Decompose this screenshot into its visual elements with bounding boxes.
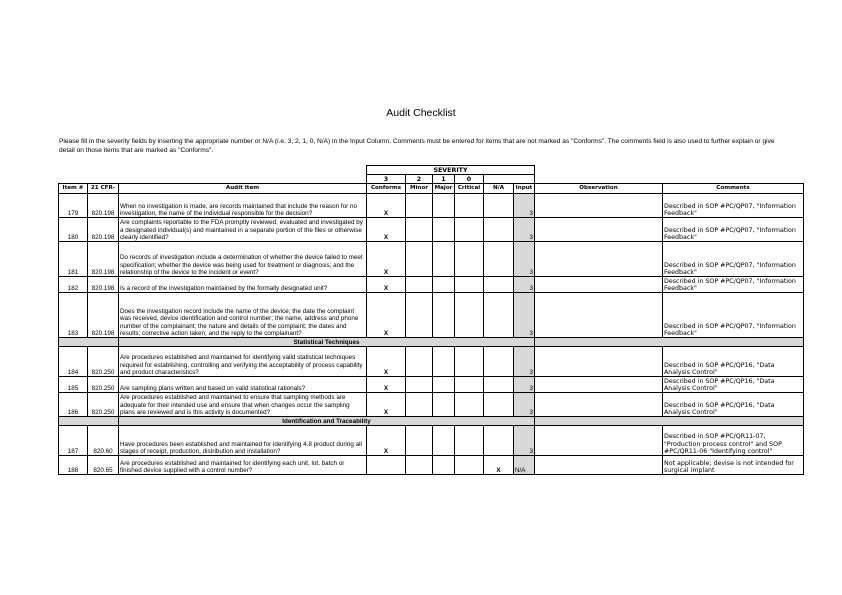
header-item: Item # <box>59 184 88 194</box>
audit-item-text: Are complaints reportable to the FDA promptly reviewed, evaluated and investigated by a designated individual(s) and maintained in a separate portion of the files or otherwise clearly identified? <box>119 218 367 242</box>
header-input: Input <box>514 184 535 194</box>
input-cell: 3 <box>514 393 535 417</box>
table-row <box>59 242 804 277</box>
table-row <box>59 277 804 293</box>
severity-level-0: 0 <box>455 175 484 184</box>
comment-cell: Described in SOP #PC/QP16, "Data Analysis Control" <box>663 347 804 377</box>
na-cell: X <box>484 456 514 475</box>
critical-cell <box>455 377 484 393</box>
severity-level-1: 1 <box>433 175 455 184</box>
cfr-cell: 820.198 <box>88 218 119 242</box>
na-cell <box>484 377 514 393</box>
minor-cell <box>406 218 433 242</box>
audit-item-text: Is a record of the investigation maintained by the formally designated unit? <box>119 277 367 293</box>
minor-cell <box>406 242 433 277</box>
input-cell: 3 <box>514 347 535 377</box>
item-number-cell: 187 <box>59 426 88 456</box>
audit-item-text: Do records of investigation include a determination of whether the device failed to meet specification; whether the device was being used for treatment or diagnosis; and the relationship of the device to the incident or event? <box>119 242 367 277</box>
critical-cell <box>455 347 484 377</box>
minor-cell <box>406 293 433 338</box>
minor-cell <box>406 194 433 218</box>
comment-cell: Described in SOP #PC/QP16, "Data Analysis Control" <box>663 393 804 417</box>
cfr-cell: 820.198 <box>88 293 119 338</box>
observation-cell <box>535 426 663 456</box>
page-title: Audit Checklist <box>386 107 456 119</box>
conforms-cell: X <box>367 426 406 456</box>
header-na: N/A <box>484 184 514 194</box>
na-cell <box>484 194 514 218</box>
cfr-cell: 820.250 <box>88 393 119 417</box>
input-cell: 3 <box>514 293 535 338</box>
audit-item-text: Have procedures been established and maintained for identifying 4.8 product during all stages of receipt, production, distribution and installation? <box>119 426 367 456</box>
observation-cell <box>535 218 663 242</box>
minor-cell <box>406 456 433 475</box>
table-row <box>59 456 804 475</box>
observation-cell <box>535 377 663 393</box>
observation-cell <box>535 242 663 277</box>
audit-checklist-table <box>58 165 804 475</box>
input-cell: 3 <box>514 242 535 277</box>
comment-cell: Described in SOP #PC/QP07, "Information Feedback" <box>663 218 804 242</box>
observation-cell <box>535 194 663 218</box>
cfr-cell: 820.60 <box>88 426 119 456</box>
critical-cell <box>455 393 484 417</box>
na-cell <box>484 218 514 242</box>
table-row <box>59 194 804 218</box>
cfr-cell: 820.65 <box>88 456 119 475</box>
critical-cell <box>455 242 484 277</box>
observation-cell <box>535 293 663 338</box>
cfr-cell: 820.250 <box>88 377 119 393</box>
severity-level-2: 2 <box>406 175 433 184</box>
severity-level-blank <box>484 175 535 184</box>
minor-cell <box>406 347 433 377</box>
major-cell <box>433 377 455 393</box>
header-observation: Observation <box>535 184 663 194</box>
na-cell <box>484 277 514 293</box>
severity-level-3: 3 <box>367 175 406 184</box>
conforms-cell: X <box>367 194 406 218</box>
conforms-cell: X <box>367 347 406 377</box>
item-number-cell: 179 <box>59 194 88 218</box>
na-cell <box>484 393 514 417</box>
audit-item-text: Are procedures established and maintained to ensure that sampling methods are adequate for their intended use and ensure that when changes occur the sampling plans are reviewed and is this activity is documented? <box>119 393 367 417</box>
minor-cell <box>406 426 433 456</box>
section-spacer <box>535 417 804 426</box>
comment-cell: Described in SOP #PC/QP16, "Data Analysis Control" <box>663 377 804 393</box>
major-cell <box>433 277 455 293</box>
audit-item-text: Are sampling plans written and based on valid statistical rationals? <box>119 377 367 393</box>
input-cell: 3 <box>514 218 535 242</box>
comment-cell: Not applicable; devise is not intended for surgical implant <box>663 456 804 475</box>
critical-cell <box>455 194 484 218</box>
comment-cell: Described in SOP #PC/QP07, "Information Feedback" <box>663 194 804 218</box>
input-cell: 3 <box>514 377 535 393</box>
comment-cell: Described in SOP #PC/QR11-07, "Production process control" and SOP #PC/QR11-06 "Identifying control" <box>663 426 804 456</box>
header-cfr: 21 CFR- <box>88 184 119 194</box>
conforms-cell: X <box>367 377 406 393</box>
major-cell <box>433 293 455 338</box>
audit-item-text: When no investigation is made, are records maintained that include the reason for no investigation, the name of the individual responsible for the decision? <box>119 194 367 218</box>
header-comments: Comments <box>663 184 804 194</box>
item-number-cell: 185 <box>59 377 88 393</box>
minor-cell <box>406 277 433 293</box>
observation-cell <box>535 456 663 475</box>
comment-cell: Described in SOP #PC/QP07, "Information Feedback" <box>663 277 804 293</box>
table-row <box>59 426 804 456</box>
na-cell <box>484 347 514 377</box>
critical-cell <box>455 426 484 456</box>
critical-cell <box>455 277 484 293</box>
item-number-cell: 182 <box>59 277 88 293</box>
critical-cell <box>455 293 484 338</box>
conforms-cell: X <box>367 277 406 293</box>
cfr-cell: 820.198 <box>88 242 119 277</box>
section-spacer <box>59 338 119 347</box>
major-cell <box>433 426 455 456</box>
table-row <box>59 347 804 377</box>
section-row <box>59 338 804 347</box>
section-title: Statistical Techniques <box>119 338 535 347</box>
conforms-cell: X <box>367 393 406 417</box>
major-cell <box>433 242 455 277</box>
minor-cell <box>406 377 433 393</box>
na-cell <box>484 426 514 456</box>
conforms-cell: X <box>367 293 406 338</box>
table-row <box>59 218 804 242</box>
input-cell: N/A <box>514 456 535 475</box>
instructions-text: Please fill in the severity fields by inserting the appropriate number or N/A (i.e. 3, 2, 1, 0, N/A) in the Input Column. Comments must be entered for items that are not marked as "Conforms". The comments field is also used to further explain or give detail on those items that are marked as "Conforms". <box>59 138 775 154</box>
header-audit-item: Audit Item <box>119 184 367 194</box>
item-number-cell: 183 <box>59 293 88 338</box>
observation-cell <box>535 393 663 417</box>
header-minor: Minor <box>406 184 433 194</box>
table-row <box>59 293 804 338</box>
input-cell: 3 <box>514 277 535 293</box>
major-cell <box>433 456 455 475</box>
audit-item-text: Are procedures established and maintained for identifying each unit, lot, batch or finished device supplied with a control number? <box>119 456 367 475</box>
observation-cell <box>535 347 663 377</box>
major-cell <box>433 218 455 242</box>
section-row <box>59 417 804 426</box>
section-title: Identification and Traceability <box>119 417 535 426</box>
input-cell: 3 <box>514 194 535 218</box>
critical-cell <box>455 218 484 242</box>
critical-cell <box>455 456 484 475</box>
conforms-cell <box>367 456 406 475</box>
item-number-cell: 181 <box>59 242 88 277</box>
conforms-cell: X <box>367 218 406 242</box>
na-cell <box>484 293 514 338</box>
na-cell <box>484 242 514 277</box>
audit-item-text: Does the investigation record include the name of the device; the date the complaint was received, device identification and control number; the name, address and phone number of the complainant; the nature and details of the complaint; the dates and results; corrective action taken; and the reply to the complainant? <box>119 293 367 338</box>
severity-header: SEVERITY <box>367 166 535 175</box>
major-cell <box>433 347 455 377</box>
section-spacer <box>59 417 119 426</box>
table-row <box>59 393 804 417</box>
comment-cell: Described in SOP #PC/QP07, "Information Feedback" <box>663 242 804 277</box>
observation-cell <box>535 277 663 293</box>
header-conforms: Conforms <box>367 184 406 194</box>
cfr-cell: 820.198 <box>88 194 119 218</box>
table-row <box>59 377 804 393</box>
header-critical: Critical <box>455 184 484 194</box>
major-cell <box>433 194 455 218</box>
audit-item-text: Are procedures established and maintained for identifying valid statistical techniques required for establishing, controlling and verifying the acceptability of process capability and product characteristics? <box>119 347 367 377</box>
item-number-cell: 184 <box>59 347 88 377</box>
conforms-cell: X <box>367 242 406 277</box>
item-number-cell: 180 <box>59 218 88 242</box>
input-cell: 3 <box>514 426 535 456</box>
item-number-cell: 186 <box>59 393 88 417</box>
item-number-cell: 188 <box>59 456 88 475</box>
major-cell <box>433 393 455 417</box>
cfr-cell: 820.198 <box>88 277 119 293</box>
header-major: Major <box>433 184 455 194</box>
minor-cell <box>406 393 433 417</box>
cfr-cell: 820.250 <box>88 347 119 377</box>
comment-cell: Described in SOP #PC/QP07, "Information Feedback" <box>663 293 804 338</box>
section-spacer <box>535 338 804 347</box>
